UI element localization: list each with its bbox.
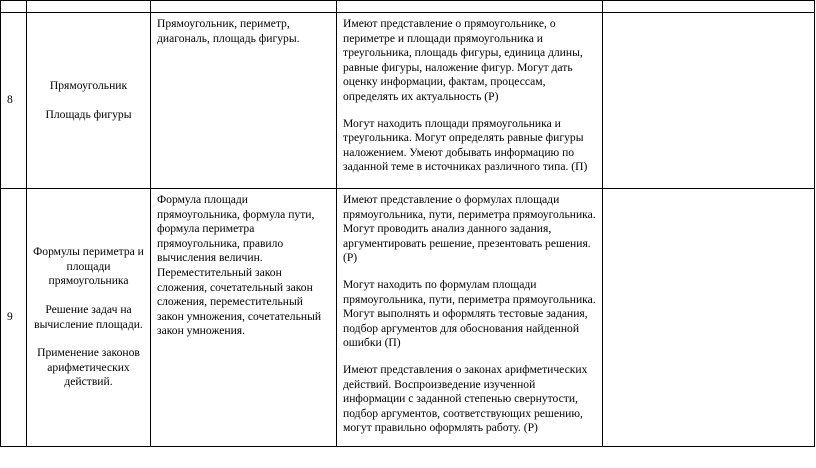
result-paragraph: Имеют представления о законах арифметических действий. Воспроизведение изученной информации с заданной степенью свернутости, подбор аргументов, соответствующих решению, могут правильно оформлять работу. (Р)	[343, 362, 588, 435]
topic-line: Решение задач на вычисление площади.	[34, 302, 143, 331]
content-text: Формула площади прямоугольника, формула пути, формула периметра прямоугольника, правило вычисления величин. Переместительный закон сложения, сочетательный закон сложения, переместительный закон умножения, сочетательный закон умножения.	[157, 193, 322, 338]
topic-cell	[27, 189, 151, 447]
topic-line: Формулы периметра и площади прямоугольника	[33, 245, 144, 288]
results-cell	[337, 189, 603, 447]
row-number: 8	[1, 13, 27, 189]
content-text: Прямоугольник, периметр, диагональ, площадь фигуры.	[157, 17, 300, 45]
result-paragraph: Могут находить площади прямоугольника и треугольника. Могут определять равные фигуры наложением. Умеют добывать информацию по заданной теме в источниках различного типа. (П)	[343, 116, 588, 174]
result-paragraph: Имеют представление о прямоугольнике, о периметре и площади прямоугольника и треугольника, площадь фигуры, единица длины, равные фигуры, наложение фигур. Могут дать оценку информации, фактам, процессам, определять их актуальность (Р)	[343, 17, 583, 103]
topic-line: Площадь фигуры	[45, 107, 132, 121]
row-number: 9	[1, 189, 27, 447]
topic-cell	[27, 13, 151, 189]
table-row	[1, 13, 815, 189]
content-cell	[151, 189, 337, 447]
previous-row-remnant	[1, 1, 815, 13]
result-paragraph: Имеют представление о формулах площади прямоугольника, пути, периметра прямоугольника. Могут проводить анализ данного задания, аргументировать решение, презентовать решения.(Р)	[343, 193, 596, 265]
results-cell	[337, 13, 603, 189]
content-cell	[151, 13, 337, 189]
topic-line: Применение законов арифметических действий.	[37, 346, 140, 389]
topic-line: Прямоугольник	[49, 78, 128, 92]
table-row	[1, 189, 815, 447]
notes-cell	[603, 189, 815, 447]
result-paragraph: Могут находить по формулам площади прямоугольника, пути, периметра прямоугольника. Могут выполнять и оформлять тестовые задания, подбор аргументов для обоснования найденной ошибки (П)	[343, 277, 596, 350]
notes-cell	[603, 13, 815, 189]
